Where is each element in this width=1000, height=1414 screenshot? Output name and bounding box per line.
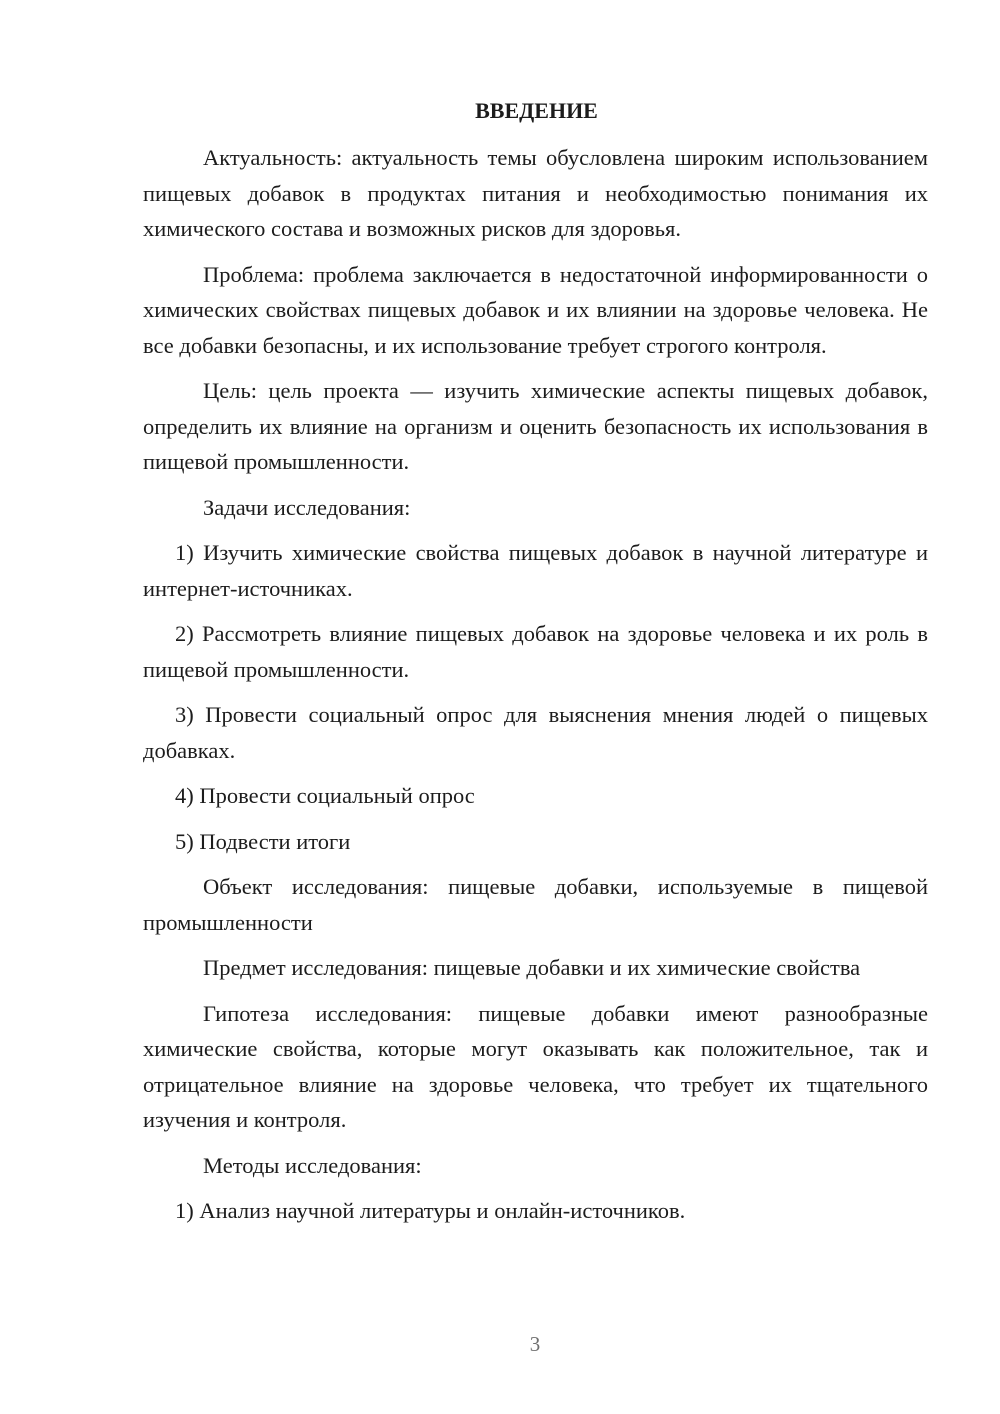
page-title: ВВЕДЕНИЕ bbox=[475, 98, 598, 123]
paragraph-hypothesis: Гипотеза исследования: пищевые добавки имеют разнообразные химические свойства, которые могут оказывать как положительное, так и отрицательное влияние на здоровье человека, что требует их тщательного изучения и контроля. bbox=[143, 1000, 928, 1132]
paragraph-tasks-heading: Задачи исследования: bbox=[203, 494, 411, 520]
paragraph-subject: Предмет исследования: пищевые добавки и их химические свойства bbox=[203, 955, 861, 980]
paragraph-object: Объект исследования: пищевые добавки, используемые в пищевой промышленности bbox=[143, 874, 928, 935]
paragraph-goal: Цель: цель проекта — изучить химические аспекты пищевых добавок, определить их влияние на организм и оценить безопасность их использования в пищевой промышленности. bbox=[143, 378, 928, 474]
list-item-task-4: 4) Провести социальный опрос bbox=[175, 783, 475, 808]
paragraph-relevance: Актуальность: актуальность темы обусловлена широким использованием пищевых добавок в продуктах питания и необходимостью понимания их химического состава и возможных рисков для здоровья. bbox=[143, 145, 928, 241]
list-item-task-5: 5) Подвести итоги bbox=[175, 828, 351, 854]
list-item-method-1: 1) Анализ научной литературы и онлайн-источников. bbox=[175, 1198, 686, 1223]
page-number: 3 bbox=[529, 1332, 541, 1356]
page-content bbox=[143, 95, 928, 1229]
list-item-task-1: 1) Изучить химические свойства пищевых добавок в научной литературе и интернет-источниках. bbox=[143, 540, 928, 601]
paragraph-problem: Проблема: проблема заключается в недостаточной информированности о химических свойствах пищевых добавок и их влиянии на здоровье человека. Не все добавки безопасны, и их использование требует строгого контроля. bbox=[143, 261, 928, 358]
list-item-task-2: 2) Рассмотреть влияние пищевых добавок на здоровье человека и их роль в пищевой промышленности. bbox=[143, 621, 928, 682]
paragraph-methods-heading: Методы исследования: bbox=[203, 1152, 422, 1178]
list-item-task-3: 3) Провести социальный опрос для выяснения мнения людей о пищевых добавках. bbox=[143, 702, 928, 763]
